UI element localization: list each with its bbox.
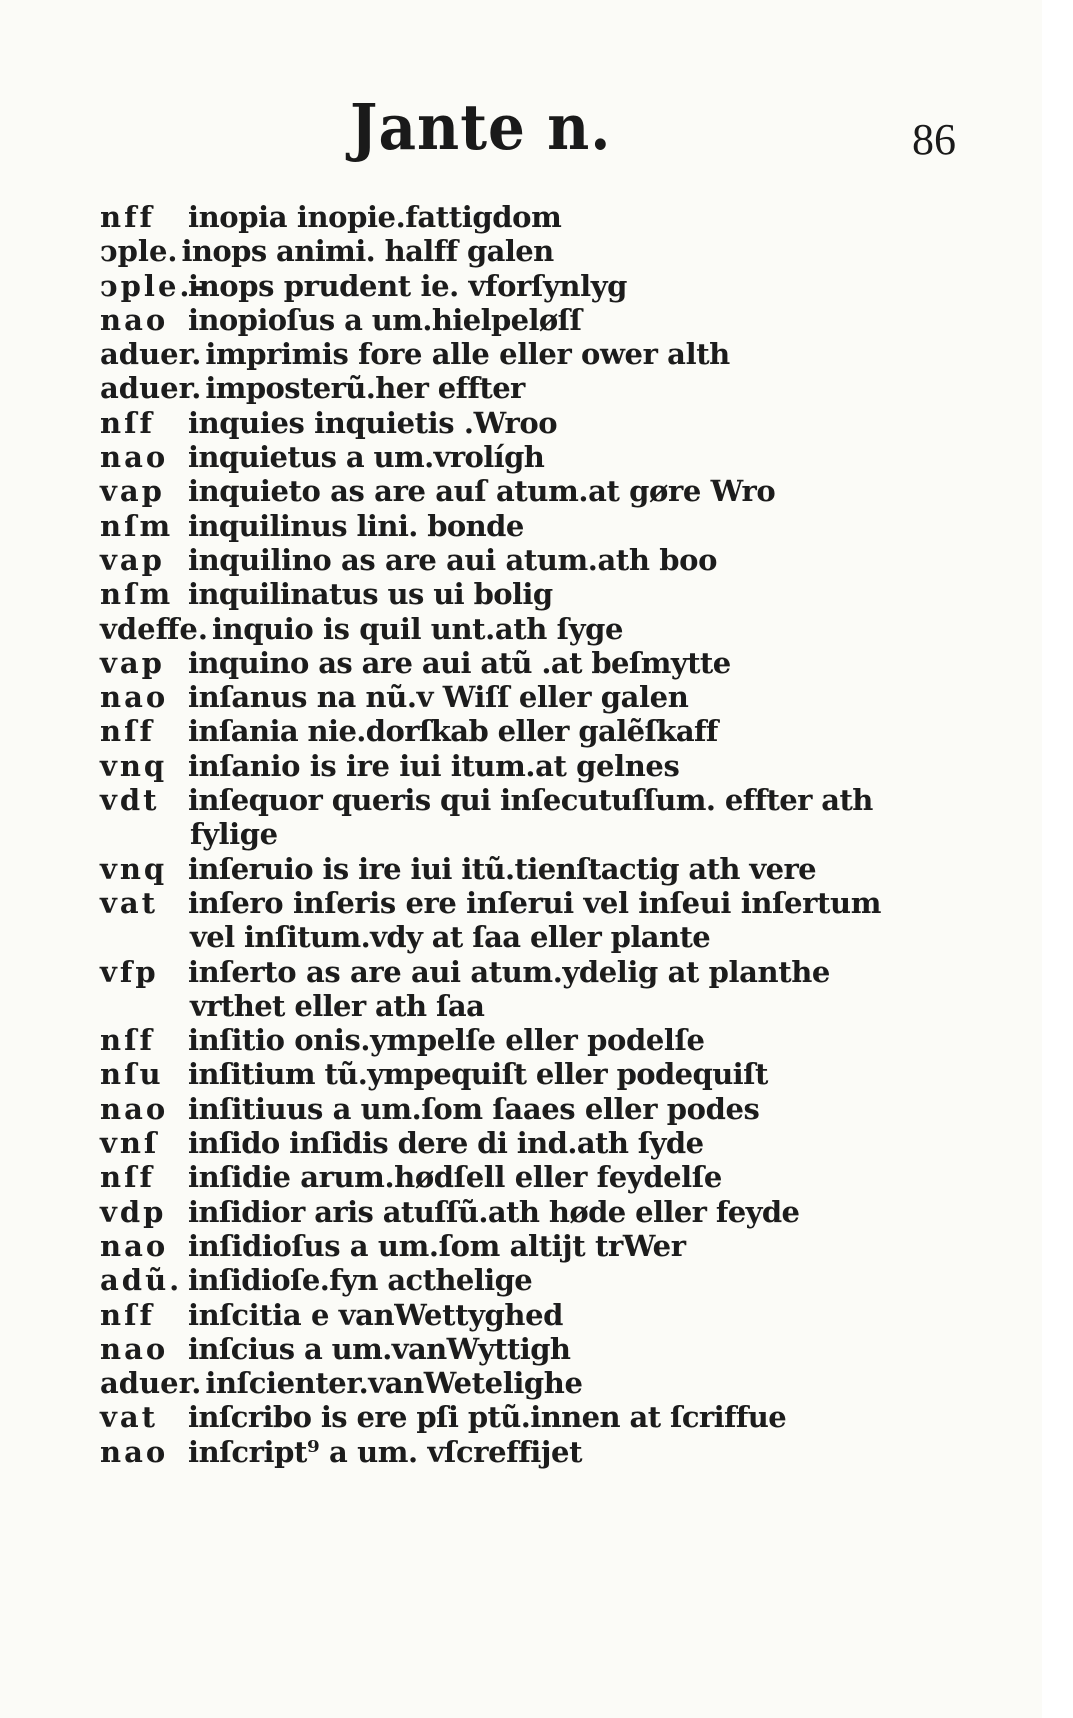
entry-text: inſero inſeris ere inſerui vel inſeui inſertum (188, 885, 881, 920)
entry-text: inquilino as are aui atum.ath boo (188, 542, 718, 577)
entry-text: inſidioſus a um.ſom altijt trWer (188, 1228, 686, 1263)
dictionary-entry (100, 680, 1000, 714)
entry-text: imprimis fore alle eller ower alth (205, 337, 730, 372)
dictionary-entry (100, 1229, 1000, 1263)
dictionary-entry (100, 646, 1000, 680)
grammatical-code: vnſ (100, 1126, 160, 1161)
entry-text: fylige (190, 817, 278, 852)
dictionary-entry-continuation (100, 817, 1000, 851)
entry-text: inſitiuus a um.ſom ſaaes eller podes (188, 1091, 760, 1126)
dictionary-entry-continuation (100, 989, 1000, 1023)
grammatical-code: vdp (100, 1194, 167, 1229)
grammatical-code: vap (100, 645, 165, 680)
grammatical-code: nao (100, 1228, 169, 1263)
dictionary-entry (100, 1298, 1000, 1332)
entry-text: inſerto as are aui atum.ydelig at planthe (188, 954, 830, 989)
entry-text: inops prudent ie. vforſynlyg (188, 268, 628, 303)
dictionary-entries (100, 200, 1000, 1469)
entry-text: inſeruio is ire iui itũ.tienſtactig ath vere (188, 851, 816, 886)
entry-text: inquies inquietis .Wroo (188, 405, 558, 440)
grammatical-code: nſf (100, 1023, 156, 1058)
dictionary-entry (100, 577, 1000, 611)
grammatical-code: nff (100, 200, 156, 234)
dictionary-entry (100, 406, 1000, 440)
dictionary-entry (100, 714, 1000, 748)
entry-text: inopia inopie.fattigdom (188, 200, 562, 234)
dictionary-entry (100, 612, 1000, 646)
entry-text: inſanio is ire iui itum.at gelnes (188, 748, 680, 783)
entry-text: inquino as are aui atũ .at beſmytte (188, 645, 731, 680)
grammatical-code: nao (100, 1331, 169, 1366)
grammatical-code: nao (100, 302, 169, 337)
grammatical-code: nao (100, 1434, 169, 1469)
grammatical-code: nao (100, 680, 169, 715)
entry-text: inſequor queris qui inſecutuſſum. effter ath (188, 783, 873, 818)
grammatical-code: nao (100, 440, 169, 475)
dictionary-entry (100, 474, 1000, 508)
dictionary-entry (100, 1126, 1000, 1160)
entry-text: inſidior aris atuſſũ.ath høde eller feyde (188, 1194, 800, 1229)
dictionary-entry (100, 1366, 1000, 1400)
dictionary-entry (100, 1332, 1000, 1366)
entry-text: inſcienter.vanWetelighe (205, 1366, 583, 1401)
dictionary-entry (100, 371, 1000, 405)
entry-text: inquio is quil unt.ath ſyge (211, 611, 624, 646)
grammatical-code: vfp (100, 954, 159, 989)
grammatical-code: aduer. (100, 371, 202, 406)
dictionary-entry-continuation (100, 920, 1000, 954)
grammatical-code: ↄple.- (100, 268, 208, 303)
entry-text: inquietus a um.vrolígh (188, 440, 545, 475)
grammatical-code: nſf (100, 405, 156, 440)
grammatical-code: nſm (100, 508, 174, 543)
grammatical-code: vnq (100, 851, 168, 886)
dictionary-entry (100, 269, 1000, 303)
entry-text: inſania nie.dorſkab eller galẽſkaff (188, 714, 718, 749)
grammatical-code: adũ. (100, 1263, 183, 1298)
dictionary-entry (100, 1435, 1000, 1469)
dictionary-entry (100, 955, 1000, 989)
dictionary-entry (100, 509, 1000, 543)
entry-text: inops animi. halff galen (181, 234, 554, 269)
dictionary-entry (100, 1057, 1000, 1091)
entry-text: imposterũ.her effter (205, 371, 525, 406)
entry-text: inſanus na nũ.v Wiſſ eller galen (188, 680, 689, 715)
dictionary-entry (100, 886, 1000, 920)
dictionary-entry (100, 1023, 1000, 1057)
dictionary-entry (100, 200, 1000, 234)
dictionary-entry (100, 543, 1000, 577)
grammatical-code: aduer. (100, 1366, 202, 1401)
grammatical-code: vat (100, 885, 159, 920)
dictionary-entry (100, 1400, 1000, 1434)
grammatical-code: ↄple. (100, 234, 178, 269)
grammatical-code: nſf (100, 1297, 156, 1332)
grammatical-code: nſf (100, 1160, 156, 1195)
grammatical-code: vdeffe. (100, 611, 208, 646)
dictionary-entry (100, 440, 1000, 474)
scan-margin (1042, 0, 1073, 1718)
dictionary-entry (100, 303, 1000, 337)
grammatical-code: nſm (100, 577, 174, 612)
entry-text: inſcitia e vanWettyghed (188, 1297, 564, 1332)
grammatical-code: vap (100, 474, 165, 509)
entry-text: inſido inſidis dere di ind.ath ſyde (188, 1126, 704, 1161)
entry-text: inquilinatus us ui bolig (188, 577, 553, 612)
page-number: 86 (912, 115, 956, 164)
dictionary-entry (100, 1092, 1000, 1126)
entry-text: inquieto as are auſ atum.at gøre Wro (188, 474, 776, 509)
grammatical-code: vdt (100, 783, 160, 818)
entry-text: inſitium tũ.ympequiſt eller podequiſt (188, 1057, 768, 1092)
grammatical-code: vat (100, 1400, 159, 1435)
entry-text: inſitio onis.ympelſe eller podelſe (188, 1023, 705, 1058)
dictionary-entry (100, 783, 1000, 817)
entry-text: inquilinus lini. bonde (188, 508, 524, 543)
entry-text: vel inſitum.vdy at ſaa eller plante (190, 920, 711, 955)
grammatical-code: vap (100, 542, 165, 577)
entry-text: inſidioſe.fyn acthelige (188, 1263, 533, 1298)
grammatical-code: vnq (100, 748, 168, 783)
dictionary-entry (100, 852, 1000, 886)
entry-text: inſcript⁹ a um. vſcreffijet (188, 1434, 583, 1469)
dictionary-entry (100, 234, 1000, 268)
dictionary-entry (100, 1263, 1000, 1297)
dictionary-entry (100, 1160, 1000, 1194)
entry-text: vrthet eller ath ſaa (190, 988, 485, 1023)
entry-text: inſidie arum.hødſell eller feydelſe (188, 1160, 722, 1195)
entry-text: inopioſus a um.hielpeløſſ (188, 302, 582, 337)
entry-text: inſcribo is ere pſi ptũ.innen at ſcriffue (188, 1400, 787, 1435)
grammatical-code: aduer. (100, 337, 202, 372)
dictionary-entry (100, 337, 1000, 371)
entry-text: inſcius a um.vanWyttigh (188, 1331, 571, 1366)
grammatical-code: nao (100, 1091, 169, 1126)
dictionary-entry (100, 749, 1000, 783)
running-head: Jante n. (350, 90, 612, 165)
grammatical-code: nſu (100, 1057, 164, 1092)
dictionary-entry (100, 1195, 1000, 1229)
grammatical-code: nſf (100, 714, 156, 749)
